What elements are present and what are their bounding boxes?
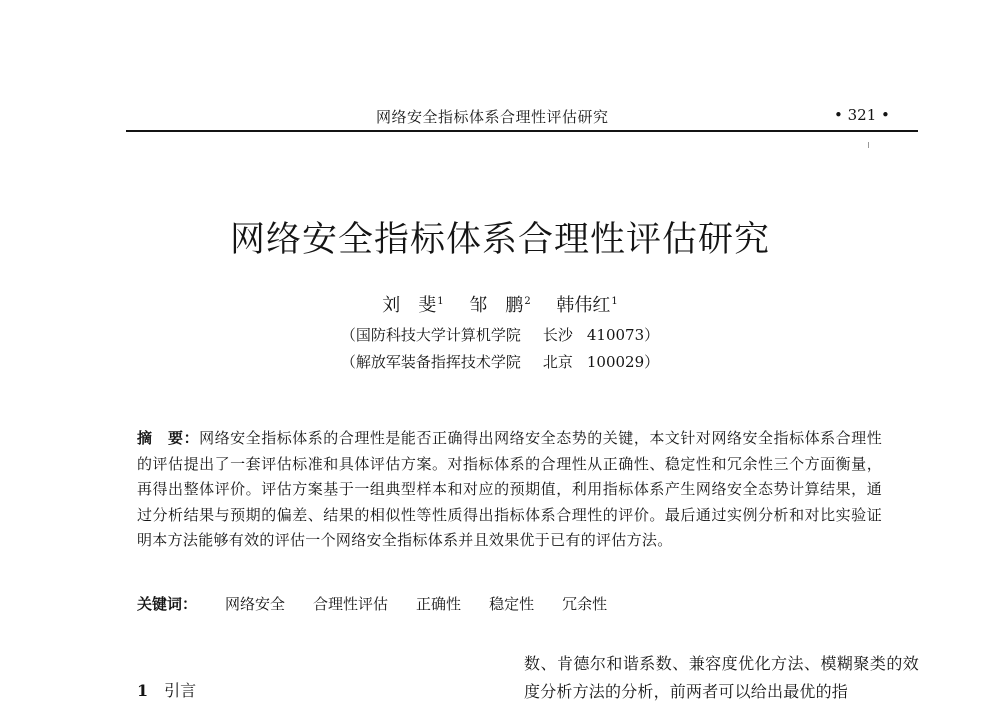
affiliation-org: （解放军装备指挥技术学院 <box>340 353 521 371</box>
affiliation-org: （国防科技大学计算机学院 <box>340 326 521 344</box>
author-name: 刘 斐 <box>382 295 437 316</box>
page-number: • 321 • <box>834 106 890 124</box>
running-title: 网络安全指标体系合理性评估研究 <box>376 108 609 126</box>
abstract-text: 网络安全指标体系的合理性是能否正确得出网络安全态势的关键，本文针对网络安全指标体系合理性的评估提出了一套评估标准和具体评估方案。对指标体系的合理性从正确性、稳定性和冗余性三个方面衡量，再得出整体评价。评估方案基于一组典型样本和对应的预期值，利用指标体系产生网络安全态势计算结果，通过分析结果与预期的偏差、结果的相似性等性质得出指标体系合理性的评价。最后通过实例分析和对比实验证明本方法能够有效的评估一个网络安全指标体系并且效果优于已有的评估方法。 <box>137 429 882 549</box>
section-heading <box>137 678 196 701</box>
author-name: 韩伟红 <box>556 295 611 316</box>
keyword: 稳定性 <box>489 595 535 613</box>
keywords-label: 关键词： <box>137 595 198 613</box>
keyword: 合理性评估 <box>313 595 389 613</box>
author-3 <box>556 295 617 316</box>
author-name: 邹 鹏 <box>469 295 524 316</box>
abstract <box>137 426 882 554</box>
affiliation-zip: 410073） <box>586 326 660 344</box>
author-1 <box>382 295 443 316</box>
section-title: 引言 <box>164 681 197 700</box>
section-number: 1 <box>137 681 149 700</box>
abstract-label: 摘 要： <box>137 429 200 447</box>
page-mark <box>868 142 869 148</box>
paper-title: 网络安全指标体系合理性评估研究 <box>229 220 770 260</box>
keyword: 网络安全 <box>225 595 286 613</box>
affiliation-zip: 100029） <box>586 353 660 371</box>
keyword: 正确性 <box>416 595 462 613</box>
header-rule <box>126 130 918 132</box>
affiliation-1 <box>0 324 1000 345</box>
keyword: 冗余性 <box>562 595 608 613</box>
affiliation-2 <box>0 351 1000 372</box>
author-affiliation-mark: 1 <box>611 296 618 307</box>
author-list <box>0 291 1000 317</box>
author-affiliation-mark: 2 <box>524 296 531 307</box>
right-column-text: 数、肯德尔和谐系数、兼容度优化方法、模糊聚类的效度分析方法的分析，前两者可以给出最优的指 <box>524 654 919 701</box>
affiliation-city: 长沙 <box>542 326 573 344</box>
author-affiliation-mark: 1 <box>437 296 444 307</box>
keywords <box>137 593 607 614</box>
author-2 <box>469 295 530 316</box>
affiliation-city: 北京 <box>542 353 573 371</box>
